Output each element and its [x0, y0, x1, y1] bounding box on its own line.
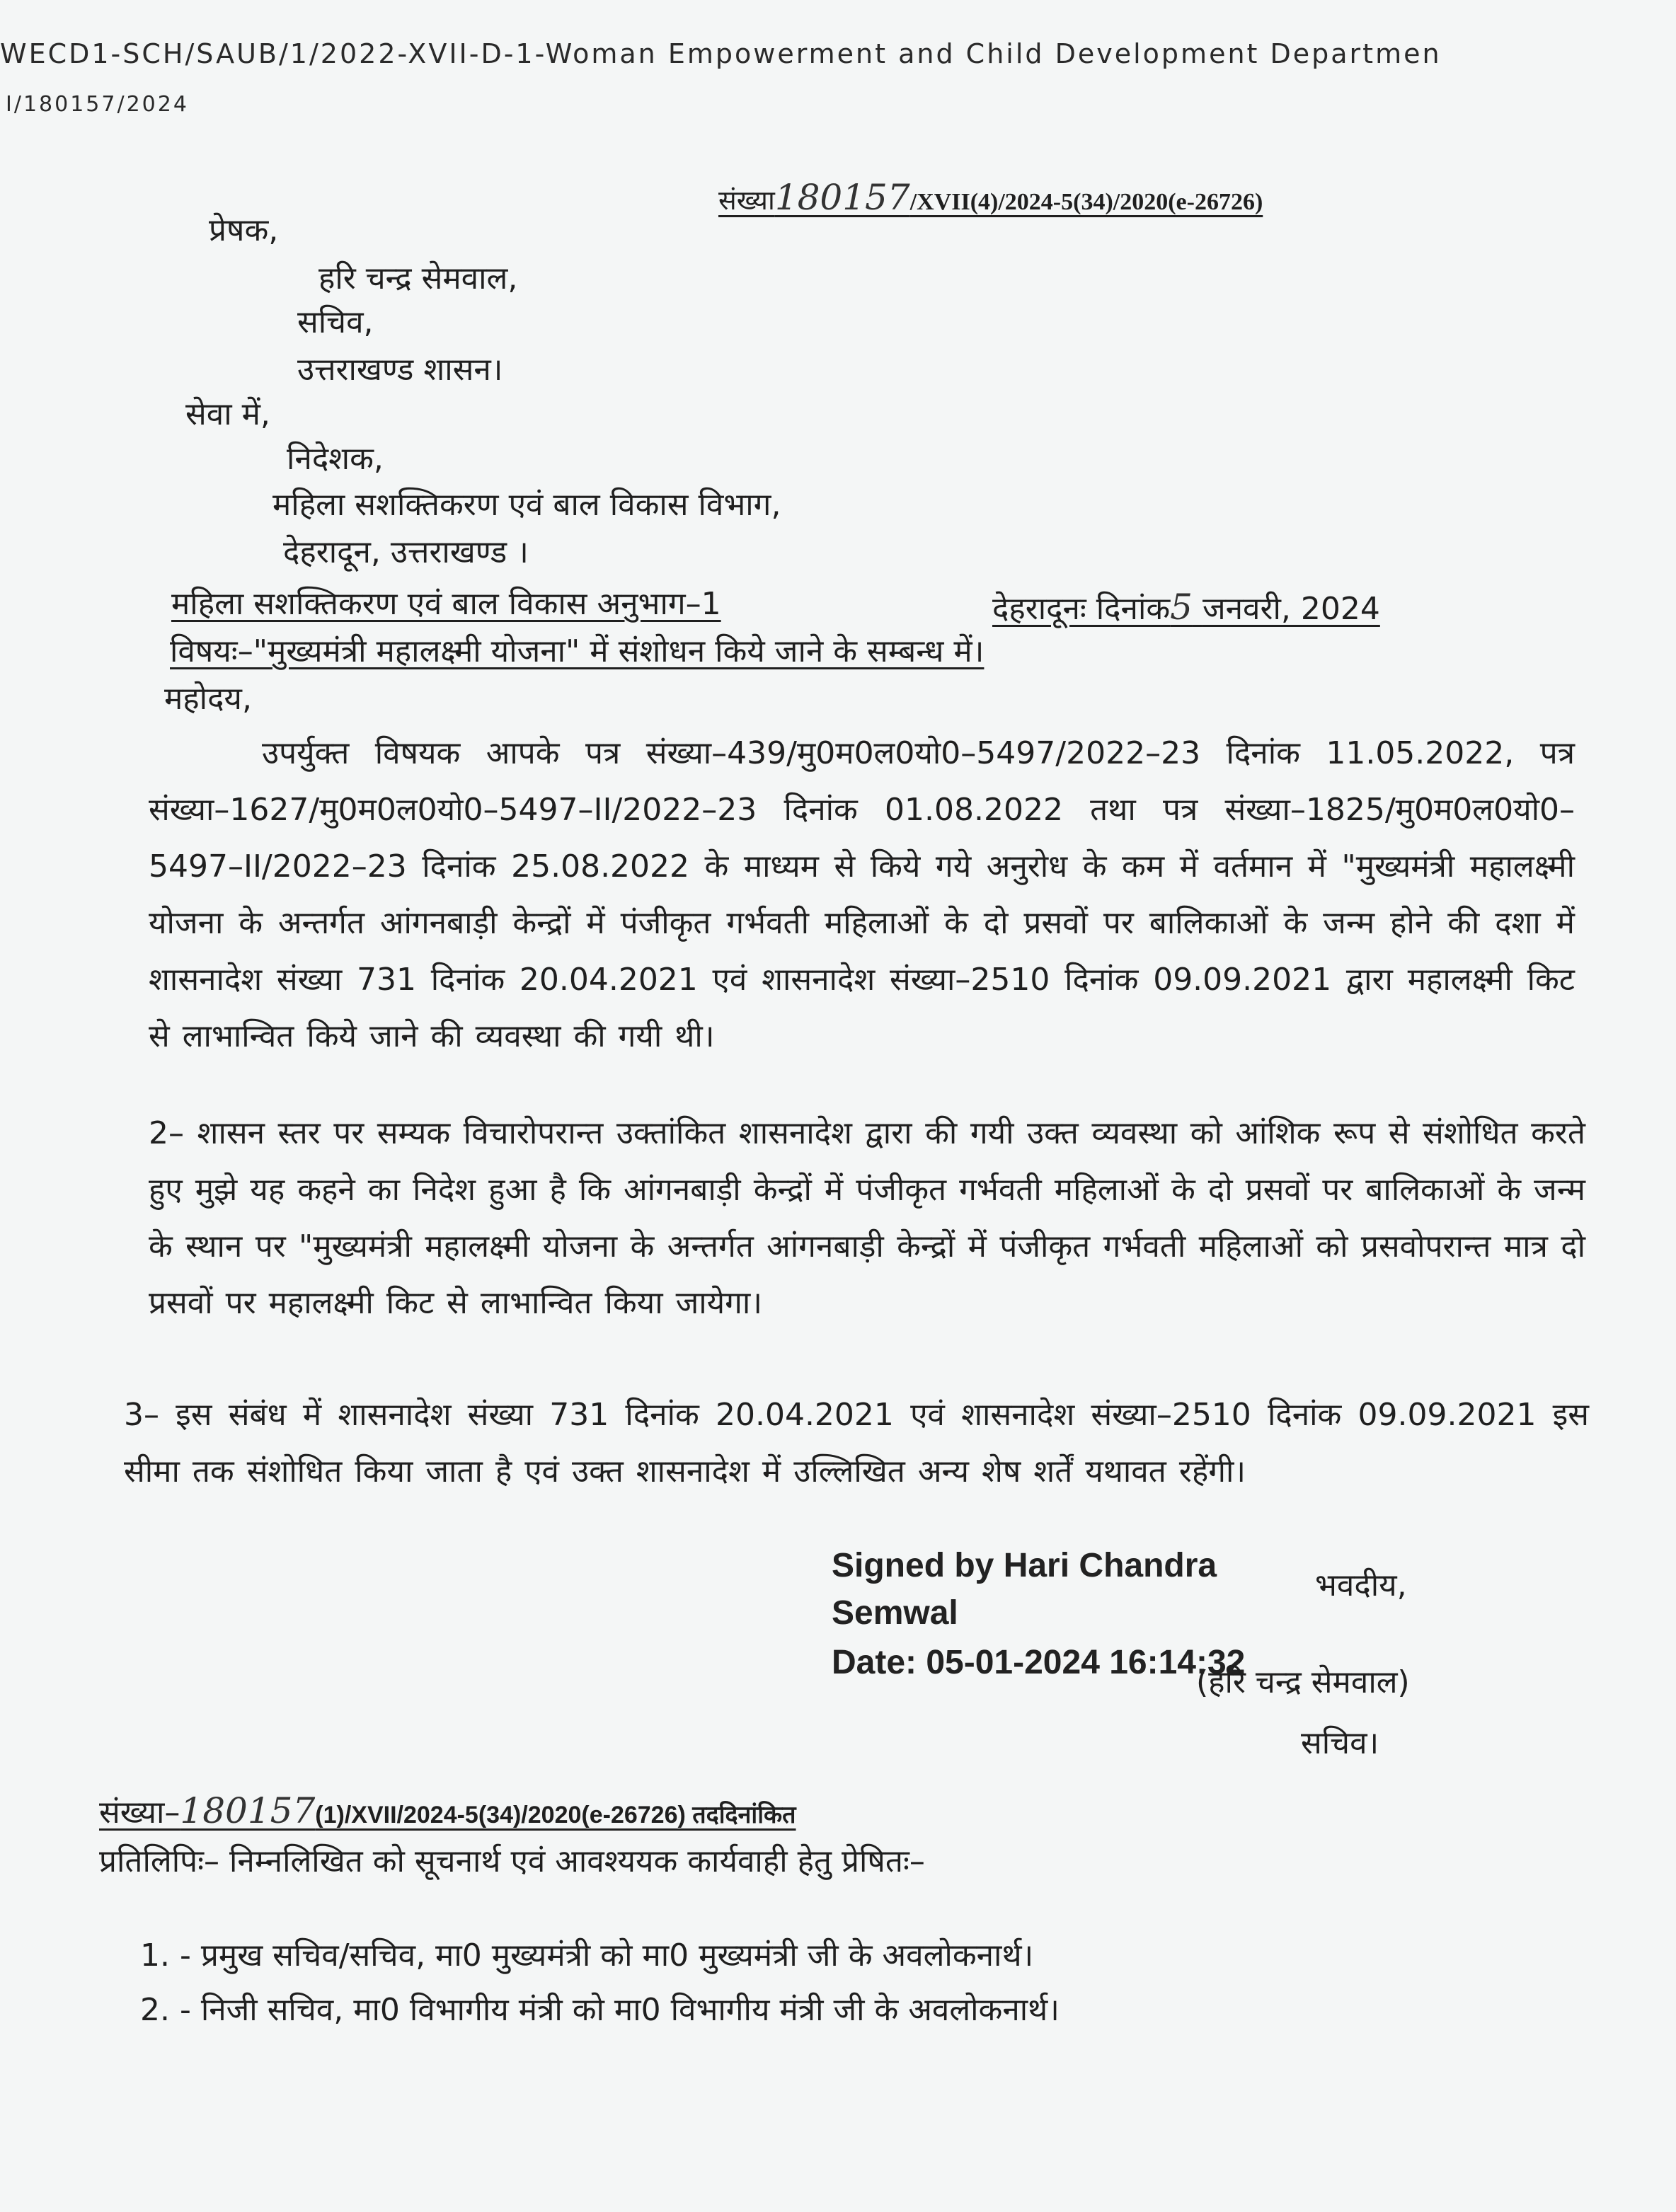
document-number: I/180157/2024 [6, 92, 189, 117]
subject-text: विषयः–"मुख्यमंत्री महालक्ष्मी योजना" में संशोधन किये जाने के सम्बन्ध में। [170, 633, 985, 669]
sender-org: उत्तराखण्ड शासन। [297, 352, 503, 388]
letter-number [718, 177, 1263, 218]
copy-number-handwritten: 180157 [180, 1790, 316, 1831]
signatory-name: (हरि चन्द्र सेमवाल) [1196, 1664, 1410, 1700]
copy-number [99, 1790, 796, 1832]
recipient-place: देहरादून, उत्तराखण्ड । [283, 534, 529, 570]
copy-item-number: 2. - [140, 1992, 191, 2028]
sender-post: सचिव, [297, 304, 374, 340]
digital-signature-name: Signed by Hari Chandra [832, 1547, 1217, 1584]
digital-signature-date: Date: 05-01-2024 16:14:32 [832, 1644, 1246, 1681]
salutation: महोदय, [164, 681, 252, 717]
paragraph-1: उपर्युक्त विषयक आपके पत्र संख्या–439/मु0म0ल0यो0–5497/2022–23 दिनांक 11.05.2022, पत्र संख्या–1627/मु0म0ल0यो0–5497–II/2022–23 दिनांक 01.08.2022 तथा पत्र संख्या–1825/मु0म0ल0यो0–5497–II/2022–23 दिनांक 25.08.2022 के माध्यम से किये गये अनुरोध के कम में वर्तमान में "मुख्यमंत्री महालक्ष्मी योजना के अन्तर्गत आंगनबाड़ी केन्द्रों में पंजीकृत गर्भवती महिलाओं के दो प्रसवों पर बालिकाओं के जन्म होने की दशा में शासनादेश संख्या 731 दिनांक 20.04.2021 एवं शासनादेश संख्या–2510 दिनांक 09.09.2021 द्वारा महालक्ष्मी किट से लाभान्वित किये जाने की व्यवस्था की गयी थी। [149, 735, 1575, 1054]
copy-intro: प्रतिलिपिः– निम्नलिखित को सूचनार्थ एवं आवश्ययक कार्यवाही हेतु प्रेषितः– [99, 1843, 925, 1879]
subject-line [170, 633, 984, 671]
signatory-post: सचिव। [1301, 1725, 1379, 1761]
copy-item-text: प्रमुख सचिव/सचिव, मा0 मुख्यमंत्री को मा0 मुख्यमंत्री जी के अवलोकनार्थ। [200, 1937, 1034, 1974]
digital-signature-surname: Semwal [832, 1594, 958, 1632]
recipient-dept: महिला सशक्तिकरण एवं बाल विकास विभाग, [272, 487, 781, 523]
recipient-post: निदेशक, [287, 441, 384, 477]
copy-item-2 [140, 1992, 1060, 2029]
date-label: देहरादूनः दिनांक [992, 591, 1171, 627]
paragraph-3: 3– इस संबंध में शासनादेश संख्या 731 दिनांक 20.04.2021 एवं शासनादेश संख्या–2510 दिनांक 09.09.2021 इस सीमा तक संशोधित किया जाता है एवं उक्त शासनादेश में उल्लिखित अन्य शेष शर्तें यथावत रहेंगी। [124, 1397, 1589, 1490]
date-handwritten: 5 [1170, 587, 1193, 628]
closing-word: भवदीय, [1315, 1567, 1407, 1603]
letter-number-handwritten: 180157 [774, 177, 910, 218]
sender-name: हरि चन्द्र सेमवाल, [318, 260, 518, 296]
copy-item-1 [140, 1937, 1033, 1975]
letter-number-label: संख्या [718, 185, 775, 216]
letter-number-rest: /XVII(4)/2024-5(34)/2020(e-26726) [909, 189, 1263, 215]
sender-label: प्रेषक, [209, 212, 279, 248]
section-name: महिला सशक्तिकरण एवं बाल विकास अनुभाग–1 [171, 586, 721, 622]
copy-number-label: संख्या– [99, 1795, 180, 1831]
paragraph-2: 2– शासन स्तर पर सम्यक विचारोपरान्त उक्तांकित शासनादेश द्वारा की गयी उक्त व्यवस्था को आंशिक रूप से संशोधित करते हुए मुझे यह कहने का निदेश हुआ है कि आंगनबाड़ी केन्द्रों में पंजीकृत गर्भवती महिलाओं के दो प्रसवों पर बालिकाओं के जन्म के स्थान पर "मुख्यमंत्री महालक्ष्मी योजना के अन्तर्गत आंगनबाड़ी केन्द्रों में पंजीकृत गर्भवती महिलाओं को प्रसवोपरान्त मात्र दो प्रसवों पर महालक्ष्मी किट से लाभान्वित किया जायेगा। [149, 1115, 1585, 1321]
file-reference: WECD1-SCH/SAUB/1/2022-XVII-D-1-Woman Empowerment and Child Development Departmen [0, 38, 1442, 69]
letter-date [992, 586, 1380, 628]
date-rest: जनवरी, 2024 [1202, 591, 1380, 627]
copy-item-text: निजी सचिव, मा0 विभागीय मंत्री को मा0 विभागीय मंत्री जी के अवलोकनार्थ। [200, 1992, 1060, 2028]
copy-number-rest: (1)/XVII/2024-5(34)/2020(e-26726) तददिनांकित [315, 1802, 796, 1828]
to-label: सेवा में, [185, 396, 270, 432]
copy-item-number: 1. - [140, 1937, 191, 1974]
